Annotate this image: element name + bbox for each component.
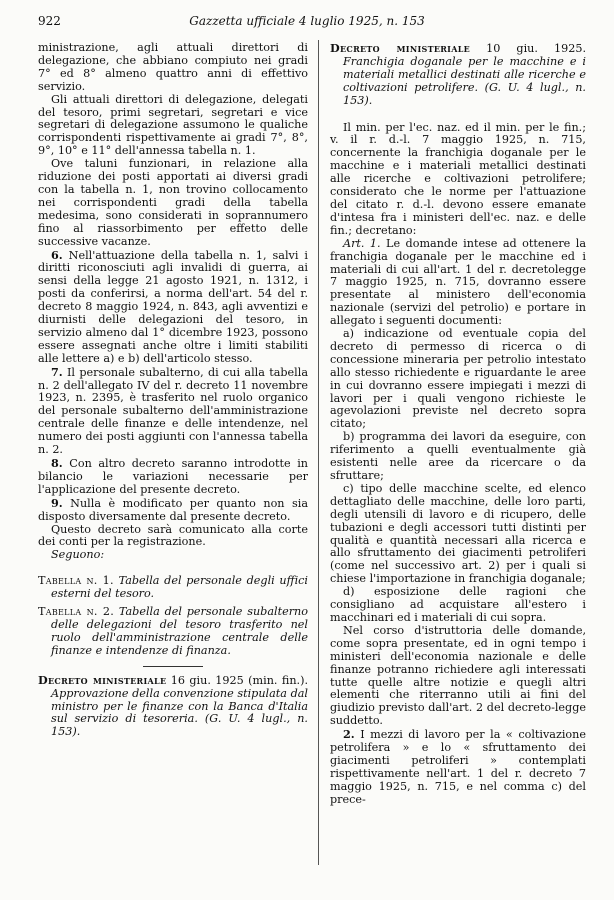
paragraph: Nel corso d'istruttoria delle domande, come sopra presentate, ed in ogni tempo i ministeri dell'economia nazionale e delle finanze potranno richiedere agli interessati tutte quelle altre notizie e quegli altri elementi che riterranno utili ai fini del giudizio previsto dall'art. 2 del decreto-legge suddetto. [330,623,586,728]
seguono-label: Seguono: [51,548,105,562]
article-text: I mezzi di lavoro per la « coltivazione petrolifera » e lo « sfruttamento dei giacimenti petroliferi » contemplati rispettivamente nell'art. 1 del r. decreto 7 maggio 1925, n. 715, e nel comma c) del prece- [330,728,586,806]
article-2 [330,728,586,806]
article-8 [38,457,308,497]
decree-heading [330,42,586,108]
article-number: 2. [343,727,355,742]
article-text: Le domande intese ad ottenere la franchigia doganale per le macchine ed i materiali di cui all'art. 1 del r. decretolegge 7 maggio 1925, n. 715, dovranno essere presentate al ministero dell'economia nazionale (servizi del petrolio) e portare in allegato i seguenti documenti: [330,236,586,328]
article-text: Il personale subalterno, di cui alla tabella n. 2 dell'allegato IV del r. decreto 11 novembre 1923, n. 2395, è trasferito nel ruolo organico del personale subalterno dell'amministrazione centrale delle finanze e delle intendenze, nel numero dei posti aggiunti con l'annessa tabella n. 2. [38,365,308,457]
right-column [330,42,586,807]
gazette-title: Gazzetta ufficiale 4 luglio 1925, n. 153 [189,14,425,28]
decree-title: Approvazione della convenzione stipulata dal ministro per le finanze con la Banca d'Italia sul servizio di tesoreria. (G. U. 4 lugl., n. 153). [51,686,308,739]
item-d: d) esposizione delle ragioni che consigliano ad acquistare all'estero i macchinari ed i materiali di cui sopra. [330,585,586,624]
article-text: Nell'attuazione della tabella n. 1, salvi i diritti riconosciuti agli invalidi di guerra, ai sensi della legge 21 agosto 1921, n. 1312, i posti da conferirsi, a norma dell'art. 54 del r. decreto 8 maggio 1924, n. 843, agli avventizi e diurnisti delle delegazioni del tesoro, in servizio almeno dal 1° dicembre 1923, possono essere assegnati anche oltre i limiti stabiliti alle lettere a) e b) dell'articolo stesso. [38,248,308,365]
decree-heading [38,674,308,740]
spacer [330,108,586,122]
paragraph-continuation: ministrazione, agli attuali direttori di delegazione, che abbiano compiuto nei gradi 7° ed 8° almeno quattro anni di effettivo servizio. [38,41,308,93]
page-number: 922 [38,14,61,28]
decree-title: Franchigia doganale per le macchine e i materiali metallici destinati alle ricerche e coltivazioni petrolifere. (G. U. 4 lugl., n. 153). [343,54,586,107]
article-7 [38,366,308,457]
article-text: Nulla è modificato per quanto non sia disposto diversamente dal presente decreto. [38,496,308,523]
article-1 [330,238,586,328]
table-label: Tabella n. 1. [38,574,114,588]
decree-label: Decreto ministeriale [330,41,471,55]
article-number: 7. [51,364,63,379]
item-a: a) indicazione od eventuale copia del decreto di permesso di ricerca o di concessione mineraria per petrolio intestato allo stesso richiedente e riguardante le aree in cui dovranno essere impiegati i mezzi di lavori per i quali vengono richieste le agevolazioni previste nel decreto sopra citato; [330,327,586,431]
article-number: 8. [51,456,63,470]
article-9 [38,497,308,524]
decree-label: Decreto ministeriale [38,672,167,687]
item-b: b) programma dei lavori da eseguire, con riferimento a quelli eventualmente già esistenti nelle aree da ricercare o da sfruttare; [330,430,586,482]
paragraph: Questo decreto sarà comunicato alla corte dei conti per la registrazione. [38,522,308,549]
page-header [0,0,614,34]
decree-date: 16 giu. 1925 (min. fin.). [166,673,309,687]
decree-date: 10 giu. 1925. [470,42,587,55]
article-label: Art. 1. [343,236,381,250]
column-divider [318,40,319,865]
paragraph: Gli attuali direttori di delegazione, delegati del tesoro, primi segretari, segretari e vice segretari di delegazione assumono le qualiche corrispondenti rispettivamente ai gradi 7°, 8°, 9°, 10° e 11° dell'annessa tabella n. 1. [38,92,308,158]
article-number: 9. [51,495,63,510]
paragraph: Ove taluni funzionari, in relazione alla riduzione dei posti apportati ai diversi gradi con la tabella n. 1, non trovino collocamento nei corrispondenti gradi della tabella medesima, sono considerati in soprannumero fino al riassorbimento per effetto delle successive vacanze. [38,157,308,248]
spacer [38,562,308,570]
article-text: Con altro decreto saranno introdotte in bilancio le variazioni necessarie per l'applicazione del presente decreto. [38,457,308,496]
table-2-caption [38,606,308,658]
table-title: Tabella del personale subalterno delle delegazioni del tesoro trasferito nel ruolo dell'amministrazione centrale delle finanze e intendenze di finanza. [51,605,308,657]
item-c: c) tipo delle macchine scelte, ed elenco dettagliato delle macchine, delle loro parti, degli utensili di lavoro e di ricupero, delle tubazioni e degli accessori tutti distinti per qualità e quantità necessari alla ricerca e allo sfruttamento dei giacimenti petroliferi (come nel successivo art. 2) per i quali si chiese l'importazione in franchigia doganale; [330,481,586,586]
table-title: Tabella del personale degli uffici esterni del tesoro. [51,574,308,601]
article-number: 6. [51,247,63,262]
decree-preamble: Il min. per l'ec. naz. ed il min. per le fin.; v. il r. d.-l. 7 maggio 1925, n. 715, concernente la franchigia doganale per le macchine e i materiali metallici destinati alle ricerche e coltivazioni petrolifere; considerato che le norme per l'attuazione del citato r. d.-l. devono essere emanate d'intesa fra i ministeri dell'ec. naz. e delle fin.; decretano: [330,120,586,237]
table-label: Tabella n. 2. [38,605,115,619]
left-column [38,42,308,739]
table-1-caption [38,575,308,601]
section-separator [143,666,203,667]
article-6 [38,249,308,366]
